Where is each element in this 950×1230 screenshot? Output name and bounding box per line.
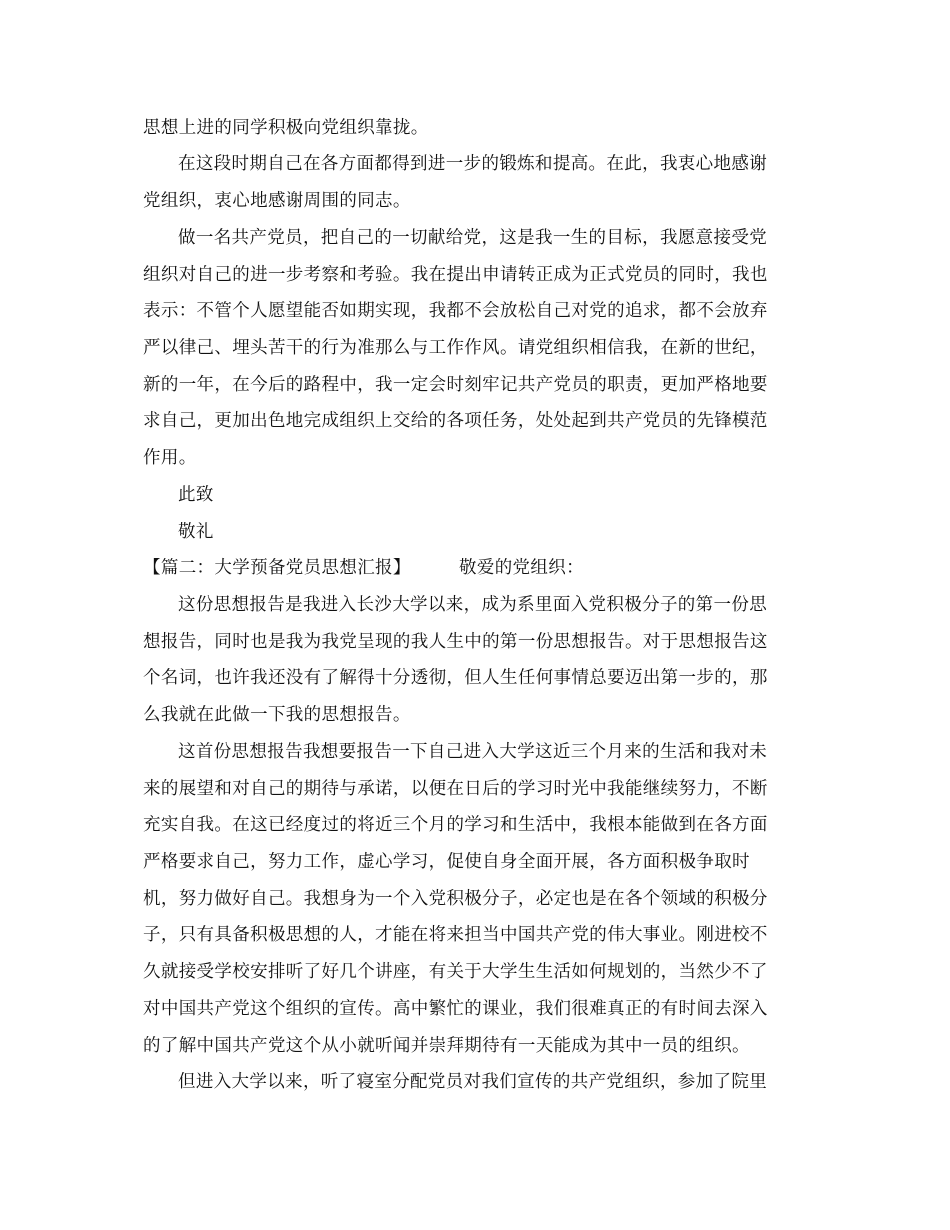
- paragraph-line: 久就接受学校安排听了好几个讲座，有关于大学生生活如何规划的，当然少不了: [143, 962, 768, 982]
- paragraph-line: 严以律己、埋头苦干的行为准那么与工作作风。请党组织相信我，在新的世纪，: [143, 338, 768, 358]
- paragraph-line: 组织对自己的进一步考察和考验。我在提出申请转正成为正式党员的同时，我也: [143, 265, 768, 285]
- paragraph-line: 么我就在此做一下我的思想报告。: [143, 705, 411, 725]
- paragraph-line: 做一名共产党员，把自己的一切献给党，这是我一生的目标，我愿意接受党: [178, 228, 768, 248]
- paragraph-line: 在这段时期自己在各方面都得到进一步的锻炼和提高。在此，我衷心地感谢: [178, 154, 768, 174]
- paragraph-line: 来的展望和对自己的期待与承诺，以便在日后的学习时光中我能继续努力，不断: [143, 779, 768, 799]
- paragraph-line: 这首份思想报告我想要报告一下自己进入大学这近三个月来的生活和我对未: [178, 742, 768, 762]
- paragraph-line: 子，只有具备积极思想的人，才能在将来担当中国共产党的伟大事业。刚进校不: [143, 925, 768, 945]
- section-heading: [143, 552, 803, 584]
- closing-salutation: 此致: [178, 485, 214, 505]
- paragraph-line: 的了解中国共产党这个从小就听闻并崇拜期待有一天能成为其中一员的组织。: [143, 1036, 750, 1056]
- paragraph-line: 想报告，同时也是我为我党呈现的我人生中的第一份思想报告。对于思想报告这: [143, 632, 768, 652]
- paragraph-line: 思想上进的同学积极向党组织靠拢。: [143, 118, 429, 138]
- paragraph-line: 作用。: [143, 448, 197, 468]
- paragraph-line: 表示：不管个人愿望能否如期实现，我都不会放松自己对党的追求，都不会放弃: [143, 301, 768, 321]
- paragraph-line: 新的一年，在今后的路程中，我一定会时刻牢记共产党员的职责，更加严格地要: [143, 375, 768, 395]
- paragraph-line: 但进入大学以来，听了寝室分配党员对我们宣传的共产党组织，参加了院里: [178, 1072, 768, 1092]
- paragraph-line: 严格要求自己，努力工作，虚心学习，促使自身全面开展，各方面积极争取时: [143, 852, 750, 872]
- section-title: 【篇二：大学预备党员思想汇报】: [143, 558, 411, 578]
- paragraph-line: 个名词，也许我还没有了解得十分透彻，但人生任何事情总要迈出第一步的，那: [143, 668, 768, 688]
- paragraph-line: 党组织，衷心地感谢周围的同志。: [143, 191, 411, 211]
- paragraph-line: 这份思想报告是我进入长沙大学以来，成为系里面入党积极分子的第一份思: [178, 595, 768, 615]
- paragraph-line: 机，努力做好自己。我想身为一个入党积极分子，必定也是在各个领域的积极分: [143, 889, 768, 909]
- paragraph-line: 对中国共产党这个组织的宣传。高中繁忙的课业，我们很难真正的有时间去深入: [143, 999, 768, 1019]
- paragraph-line: 充实自我。在这已经度过的将近三个月的学习和生活中，我根本能做到在各方面: [143, 815, 768, 835]
- closing-regards: 敬礼: [178, 522, 214, 542]
- section-greeting: 敬爱的党组织：: [459, 558, 584, 578]
- paragraph-line: 求自己，更加出色地完成组织上交给的各项任务，处处起到共产党员的先锋模范: [143, 411, 768, 431]
